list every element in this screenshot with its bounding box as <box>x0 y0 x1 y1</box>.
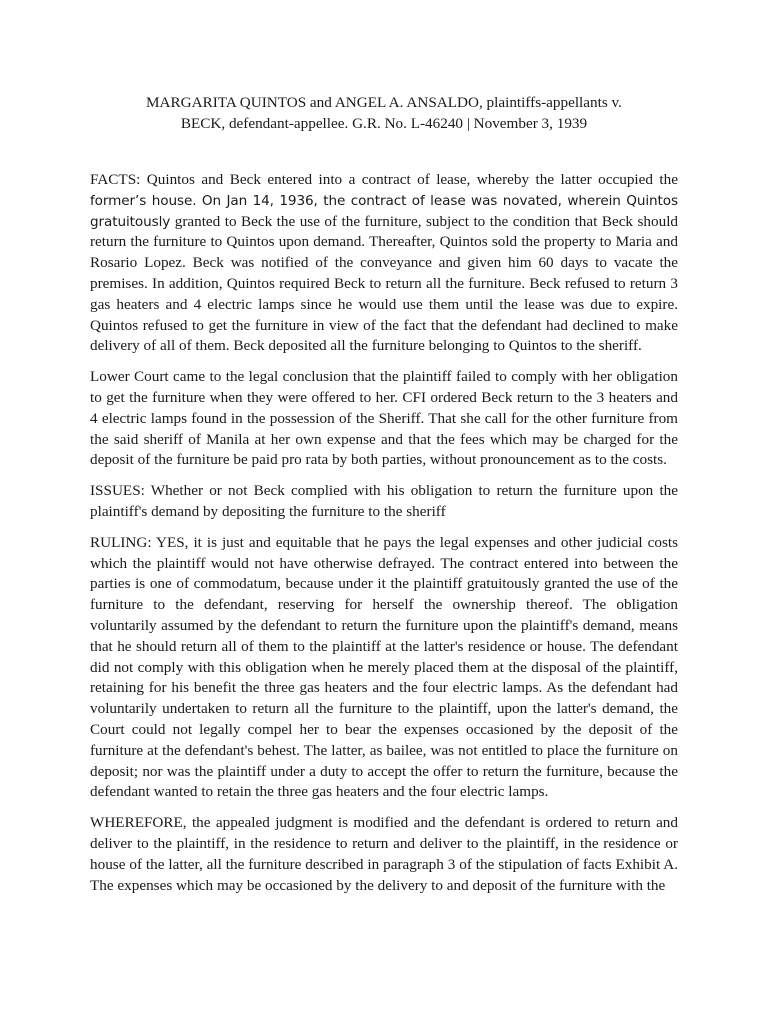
case-title <box>90 92 678 134</box>
wherefore-paragraph: WHEREFORE, the appealed judgment is modified and the defendant is ordered to return and deliver to the plaintiff, in the residence to return and deliver to the plaintiff, in the residence or house of the latter, all the furniture described in paragraph 3 of the stipulation of facts Exhibit A. The expenses which may be occasioned by the delivery to and deposit of the furniture with the <box>90 814 678 894</box>
facts-inserted-text: former’s house. On Jan 14, 1936, the contract of lease was novated, wherein Quintos gratuitously <box>90 192 678 230</box>
ruling-paragraph: RULING: YES, it is just and equitable that he pays the legal expenses and other judicial costs which the plaintiff would not have otherwise defrayed. The contract entered into between the parties is one of commodatum, because under it the plaintiff gratuitously granted the use of the furniture to the defendant, reserving for herself the ownership thereof. The obligation voluntarily assumed by the defendant to return the furniture upon the plaintiff's demand, means that he should return all of them to the plaintiff at the latter's residence or house. The defendant did not comply with this obligation when he merely placed them at the disposal of the plaintiff, retaining for his benefit the three gas heaters and the four electric lamps. As the defendant had voluntarily undertaken to return all the furniture to the plaintiff, upon the latter's demand, the Court could not legally compel her to bear the expenses occasioned by the deposit of the furniture at the defendant's behest. The latter, as bailee, was not entitled to place the furniture on deposit; nor was the plaintiff under a duty to accept the offer to return the furniture, because the defendant wanted to retain the three gas heaters and the four electric lamps. <box>90 533 678 801</box>
facts-text-start: FACTS: Quintos and Beck entered into a contract of lease, whereby the latter occupied the <box>90 171 678 188</box>
issues-paragraph: ISSUES: Whether or not Beck complied with his obligation to return the furniture upon the plaintiff's demand by depositing the furniture to the sheriff <box>90 482 678 520</box>
case-title-line-2: BECK, defendant-appellee. G.R. No. L-46240 | November 3, 1939 <box>180 115 588 132</box>
lower-court-paragraph: Lower Court came to the legal conclusion that the plaintiff failed to comply with her obligation to get the furniture when they were offered to her. CFI ordered Beck return to the 3 heaters and 4 electric lamps found in the possession of the Sheriff. That she call for the other furniture from the said sheriff of Manila at her own expense and that the fees which may be charged for the deposit of the furniture be paid pro rata by both parties, without pronouncement as to the costs. <box>90 368 678 469</box>
document-body <box>90 170 678 906</box>
facts-paragraph <box>90 170 678 357</box>
facts-text-end: granted to Beck the use of the furniture, subject to the condition that Beck should return the furniture to Quintos upon demand. Thereafter, Quintos sold the property to Maria and Rosario Lopez. Beck was notified of the conveyance and given him 60 days to vacate the premises. In addition, Quintos required Beck to return all the furniture. Beck refused to return 3 gas heaters and 4 electric lamps since he would use them until the lease was due to expire. Quintos refused to get the furniture in view of the fact that the defendant had declined to make delivery of all of them. Beck deposited all the furniture belonging to Quintos to the sheriff. <box>90 212 679 355</box>
case-title-line-1: MARGARITA QUINTOS and ANGEL A. ANSALDO, plaintiffs-appellants v. <box>146 94 622 111</box>
